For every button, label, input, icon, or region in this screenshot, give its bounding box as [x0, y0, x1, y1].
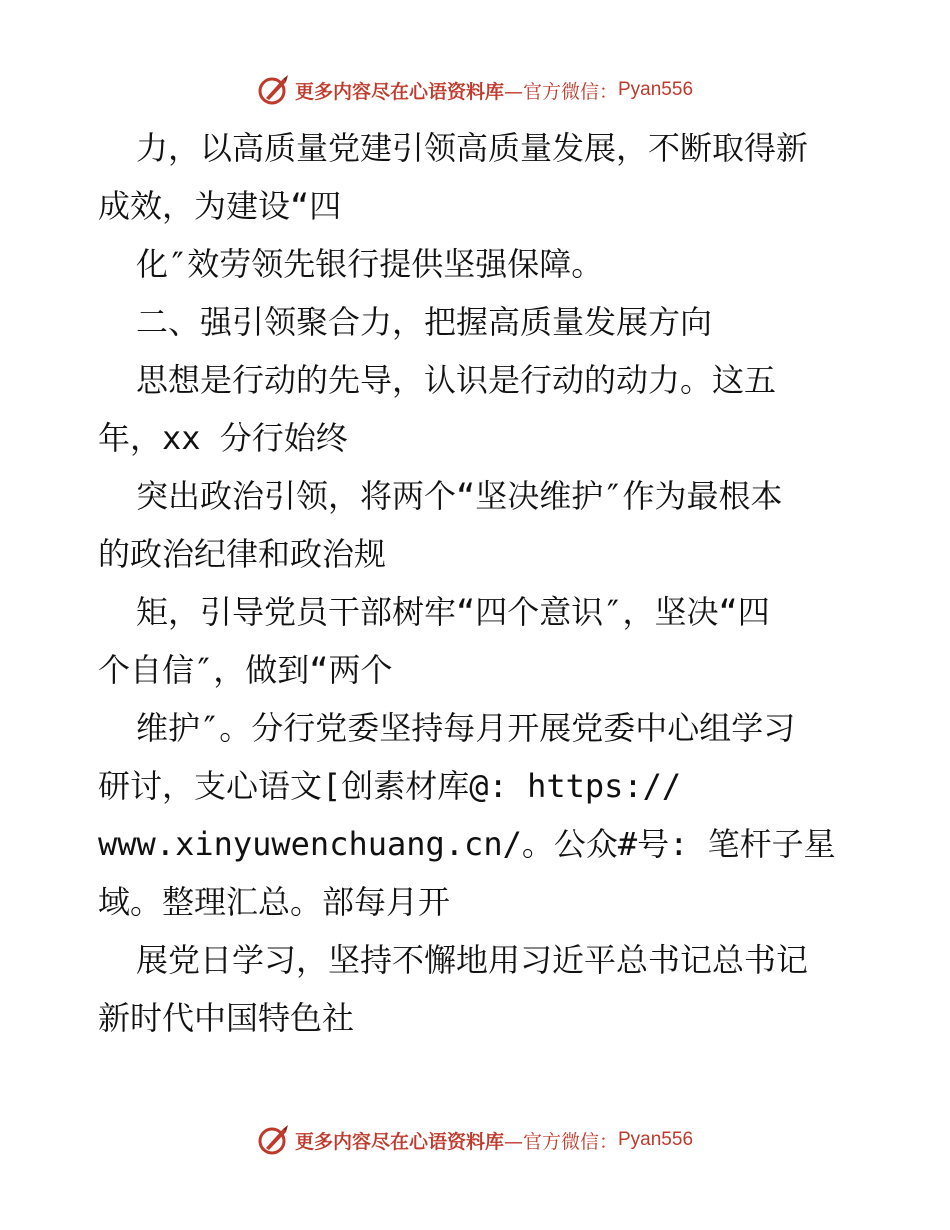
body-line-16: 新时代中国特色社 — [98, 999, 355, 1037]
body-line-8: 的政治纪律和政治规 — [98, 535, 387, 573]
body-line-3: 化″效劳领先银行提供坚强保障。 — [136, 245, 604, 283]
section-heading: 二、强引领聚合力，把握高质量发展方向 — [136, 303, 713, 341]
footer-separator: —官方微信： — [503, 1130, 618, 1153]
footer-banner — [0, 1120, 950, 1160]
body-line-6: 年，xx 分行始终 — [98, 419, 348, 457]
header-wechat-id: Pyan556 — [618, 79, 694, 100]
footer-wechat-id: Pyan556 — [618, 1129, 694, 1150]
body-line-10: 个自信″，做到“两个 — [98, 651, 393, 689]
header-separator: —官方微信： — [503, 80, 618, 103]
body-line-14: 域。整理汇总。部每月开 — [98, 883, 451, 921]
body-line-2: 成效，为建设“四 — [98, 187, 342, 225]
body-line-1: 力，以高质量党建引领高质量发展，不断取得新 — [136, 129, 809, 167]
body-line-9: 矩，引导党员干部树牢“四个意识″，坚决“四 — [136, 593, 770, 631]
quill-logo-icon — [257, 1123, 291, 1157]
body-line-7: 突出政治引领，将两个“坚决维护″作为最根本 — [136, 477, 783, 515]
body-line-15: 展党日学习，坚持不懈地用习近平总书记总书记 — [136, 941, 809, 979]
body-line-11: 维护″。分行党委坚持每月开展党委中心组学习 — [136, 709, 796, 747]
header-text: 更多内容尽在心语资料库 — [294, 80, 504, 103]
body-line-12: 研讨，支心语文[创素材库@: https:// — [98, 767, 682, 805]
body-line-13: www.xinyuwenchuang.cn/。公众#号: 笔杆子星 — [98, 825, 836, 863]
body-line-5: 思想是行动的先导，认识是行动的动力。这五 — [136, 361, 777, 399]
footer-text: 更多内容尽在心语资料库 — [294, 1130, 504, 1153]
